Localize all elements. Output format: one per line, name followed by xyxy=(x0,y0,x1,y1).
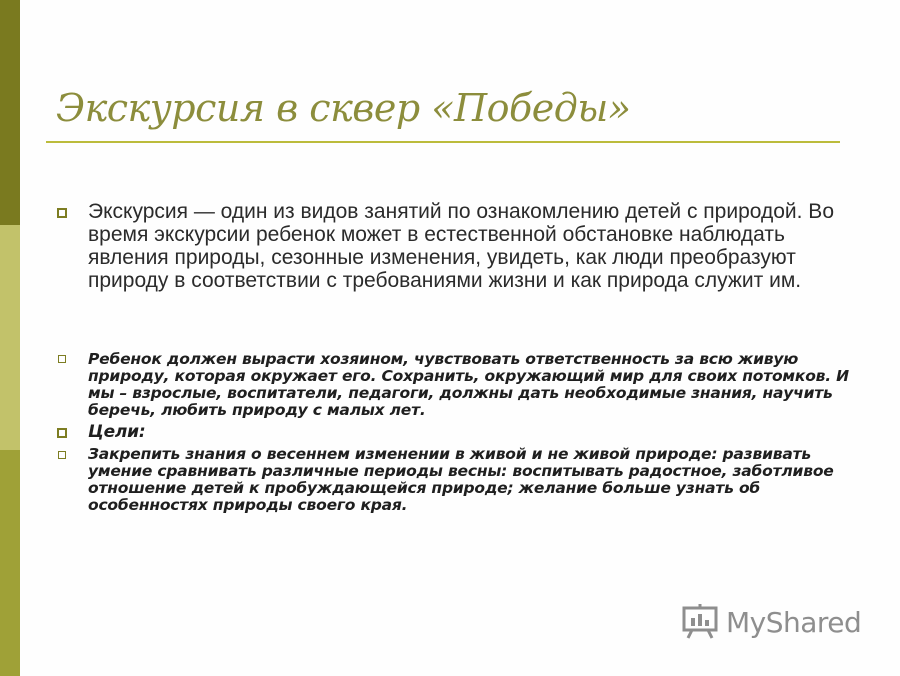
presentation-board-icon xyxy=(682,604,718,640)
bullet-square-icon xyxy=(57,208,67,218)
bullet-square-icon xyxy=(58,451,66,459)
bullet-text-excursion: Экскурсия — один из видов занятий по ознакомлению детей с природой. Во время экскурсии ребенок может в естественной обстановке наблюдать явления природы, сезонные изменения, увидеть, как люди преобразуют природу в соответствии с требованиями жизни и как природа служит им. xyxy=(88,200,834,292)
bullet-square-icon xyxy=(57,428,67,438)
accent-strip-bottom xyxy=(0,450,20,676)
accent-strip-middle xyxy=(0,225,20,450)
slide-title: Экскурсия в сквер «Победы» xyxy=(56,86,631,130)
watermark-text: MyShared xyxy=(726,605,862,639)
accent-strip-top xyxy=(0,0,20,225)
bullet-text-goals: Закрепить знания о весеннем изменении в живой и не живой природе: развивать умение сравнивать различные периоды весны: воспитывать радостное, заботливое отношение детей к пробуждающейся природе; желание больше узнать об особенностях природы своего края. xyxy=(88,445,834,514)
bullet-square-icon xyxy=(58,355,66,363)
watermark xyxy=(682,604,861,640)
bullet-text-goals-heading: Цели: xyxy=(88,422,146,442)
title-divider xyxy=(46,141,840,143)
bullet-text-child: Ребенок должен вырасти хозяином, чувствовать ответственность за всю живую природу, которая окружает его. Сохранить, окружающий мир для своих потомков. И мы – взрослые, воспитатели, педагоги, должны дать необходимые знания, научить беречь, любить природу с малых лет. xyxy=(88,350,849,419)
